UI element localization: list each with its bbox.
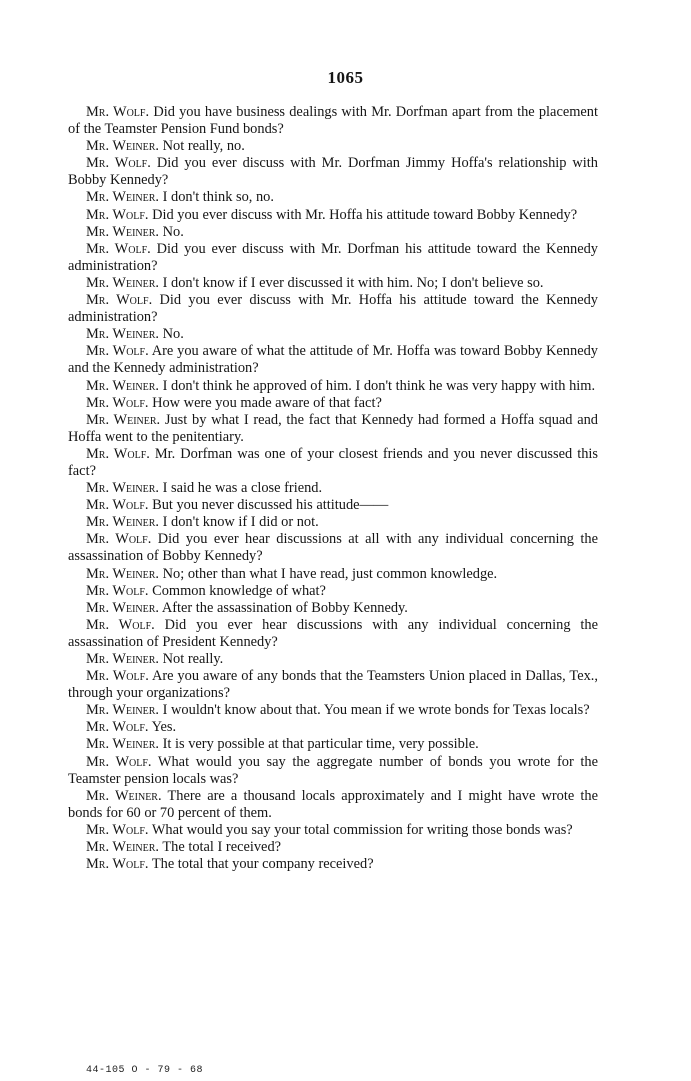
- testimony-text: But you never discussed his attitude——: [152, 497, 389, 514]
- speaker-name: Mr. Wolf.: [86, 292, 153, 309]
- transcript-paragraph: [68, 514, 598, 531]
- transcript-paragraph: [68, 207, 598, 224]
- testimony-text: I said he was a close friend.: [162, 480, 323, 497]
- transcript-paragraph: [68, 138, 598, 155]
- speaker-name: Mr. Weiner.: [86, 480, 160, 497]
- testimony-text: Common knowledge of what?: [152, 582, 326, 599]
- speaker-name: Mr. Wolf.: [86, 445, 150, 462]
- testimony-text: Are you aware of what the attitude of Mr. Hoffa was toward Bobby Kennedy and the Kennedy administration?: [68, 343, 598, 377]
- testimony-text: No.: [162, 326, 184, 343]
- transcript-paragraph: [68, 600, 598, 617]
- speaker-name: Mr. Wolf.: [86, 719, 149, 736]
- transcript-paragraph: [68, 651, 598, 668]
- transcript-paragraph: [68, 497, 598, 514]
- testimony-text: Mr. Dorfman was one of your closest friends and you never discussed this fact?: [68, 445, 598, 479]
- speaker-name: Mr. Weiner.: [86, 411, 161, 428]
- transcript-paragraph: [68, 343, 598, 377]
- speaker-name: Mr. Weiner.: [86, 787, 162, 804]
- speaker-name: Mr. Weiner.: [86, 189, 160, 206]
- transcript-paragraph: [68, 531, 598, 565]
- transcript-paragraph: [68, 754, 598, 788]
- testimony-text: The total that your company received?: [151, 856, 374, 873]
- transcript-paragraph: [68, 275, 598, 292]
- testimony-text: Did you ever discuss with Mr. Hoffa his attitude toward Bobby Kennedy?: [152, 206, 578, 223]
- transcript-paragraph: [68, 617, 598, 651]
- transcript-paragraph: [68, 668, 598, 702]
- speaker-name: Mr. Weiner.: [86, 138, 160, 155]
- testimony-text: I wouldn't know about that. You mean if we wrote bonds for Texas locals?: [162, 702, 590, 719]
- transcript-paragraph: [68, 702, 598, 719]
- speaker-name: Mr. Weiner.: [86, 223, 160, 240]
- testimony-text: Did you ever discuss with Mr. Dorfman Jimmy Hoffa's relationship with Bobby Kennedy?: [68, 155, 599, 189]
- transcript-paragraph: [68, 412, 598, 446]
- speaker-name: Mr. Wolf.: [86, 155, 151, 172]
- testimony-text: It is very possible at that particular time, very possible.: [162, 736, 479, 753]
- transcript-paragraph: [68, 104, 598, 138]
- testimony-text: Just by what I read, the fact that Kennedy had formed a Hoffa squad and Hoffa went to the penitentiary.: [68, 411, 598, 445]
- testimony-text: Are you aware of any bonds that the Teamsters Union placed in Dallas, Tex., through your organizations?: [68, 668, 598, 702]
- transcript-paragraph: [68, 155, 598, 189]
- testimony-text: Not really.: [162, 651, 224, 667]
- testimony-text: I don't think he approved of him. I don't think he was very happy with him.: [162, 377, 596, 394]
- speaker-name: Mr. Wolf.: [86, 821, 149, 838]
- testimony-text: Yes.: [151, 719, 177, 736]
- testimony-text: I don't know if I did or not.: [162, 514, 319, 531]
- transcript-paragraph: [68, 326, 598, 343]
- testimony-text: No.: [162, 223, 184, 240]
- transcript-paragraph: [68, 224, 598, 241]
- speaker-name: Mr. Weiner.: [86, 599, 160, 616]
- testimony-text: What would you say the aggregate number of bonds you wrote for the Teamster pension locals was?: [68, 753, 598, 787]
- speaker-name: Mr. Wolf.: [86, 668, 149, 685]
- testimony-text: What would you say your total commission for writing those bonds was?: [151, 821, 573, 838]
- transcript-paragraph: [68, 736, 598, 753]
- transcript-paragraph: [68, 292, 598, 326]
- transcript-paragraph: [68, 822, 598, 839]
- transcript-paragraph: [68, 566, 598, 583]
- testimony-text: The total I received?: [162, 839, 282, 856]
- transcript-paragraph: [68, 719, 598, 736]
- testimony-text: Did you ever discuss with Mr. Dorfman his attitude toward the Kennedy administration?: [68, 240, 598, 274]
- transcript-paragraph: [68, 446, 598, 480]
- speaker-name: Mr. Wolf.: [86, 616, 155, 633]
- transcript-paragraph: [68, 788, 598, 822]
- hearing-transcript: [68, 104, 598, 873]
- speaker-name: Mr. Wolf.: [86, 531, 152, 548]
- testimony-text: No; other than what I have read, just common knowledge.: [162, 565, 498, 582]
- testimony-text: There are a thousand locals approximately and I might have wrote the bonds for 60 or 70 percent of them.: [68, 787, 598, 821]
- speaker-name: Mr. Weiner.: [86, 377, 160, 394]
- speaker-name: Mr. Weiner.: [86, 326, 160, 343]
- page-number: 1065: [327, 68, 364, 87]
- speaker-name: Mr. Wolf.: [86, 497, 149, 514]
- testimony-text: I don't think so, no.: [162, 189, 274, 206]
- speaker-name: Mr. Weiner.: [86, 514, 160, 531]
- testimony-text: I don't know if I ever discussed it with him. No; I don't believe so.: [162, 274, 544, 291]
- speaker-name: Mr. Weiner.: [86, 702, 160, 719]
- speaker-name: Mr. Weiner.: [86, 651, 160, 667]
- testimony-text: Did you ever hear discussions at all with any individual concerning the assassination of Bobby Kennedy?: [68, 531, 598, 565]
- speaker-name: Mr. Weiner.: [86, 736, 160, 753]
- speaker-name: Mr. Wolf.: [86, 240, 151, 257]
- print-code: 44-105 O - 79 - 68: [86, 1065, 204, 1076]
- transcript-paragraph: [68, 189, 598, 206]
- testimony-text: After the assassination of Bobby Kennedy.: [161, 599, 408, 616]
- transcript-paragraph: [68, 480, 598, 497]
- testimony-text: Did you have business dealings with Mr. Dorfman apart from the placement of the Teamster Pension Fund bonds?: [68, 104, 598, 138]
- transcript-paragraph: [68, 856, 598, 873]
- transcript-paragraph: [68, 241, 598, 275]
- testimony-text: How were you made aware of that fact?: [152, 394, 382, 411]
- transcript-paragraph: [68, 378, 598, 395]
- transcript-paragraph: [68, 583, 598, 600]
- speaker-name: Mr. Weiner.: [86, 839, 160, 856]
- transcript-paragraph: [68, 395, 598, 412]
- speaker-name: Mr. Weiner.: [86, 274, 160, 291]
- speaker-name: Mr. Weiner.: [86, 565, 160, 582]
- speaker-name: Mr. Wolf.: [86, 856, 149, 873]
- speaker-name: Mr. Wolf.: [86, 206, 149, 223]
- transcript-paragraph: [68, 839, 598, 856]
- speaker-name: Mr. Wolf.: [86, 753, 152, 770]
- testimony-text: Not really, no.: [162, 138, 245, 155]
- speaker-name: Mr. Wolf.: [86, 104, 150, 120]
- speaker-name: Mr. Wolf.: [86, 343, 149, 360]
- testimony-text: Did you ever discuss with Mr. Hoffa his attitude toward the Kennedy administration?: [68, 292, 598, 326]
- speaker-name: Mr. Wolf.: [86, 394, 149, 411]
- testimony-text: Did you ever hear discussions with any individual concerning the assassination of President Kennedy?: [68, 616, 598, 650]
- speaker-name: Mr. Wolf.: [86, 582, 149, 599]
